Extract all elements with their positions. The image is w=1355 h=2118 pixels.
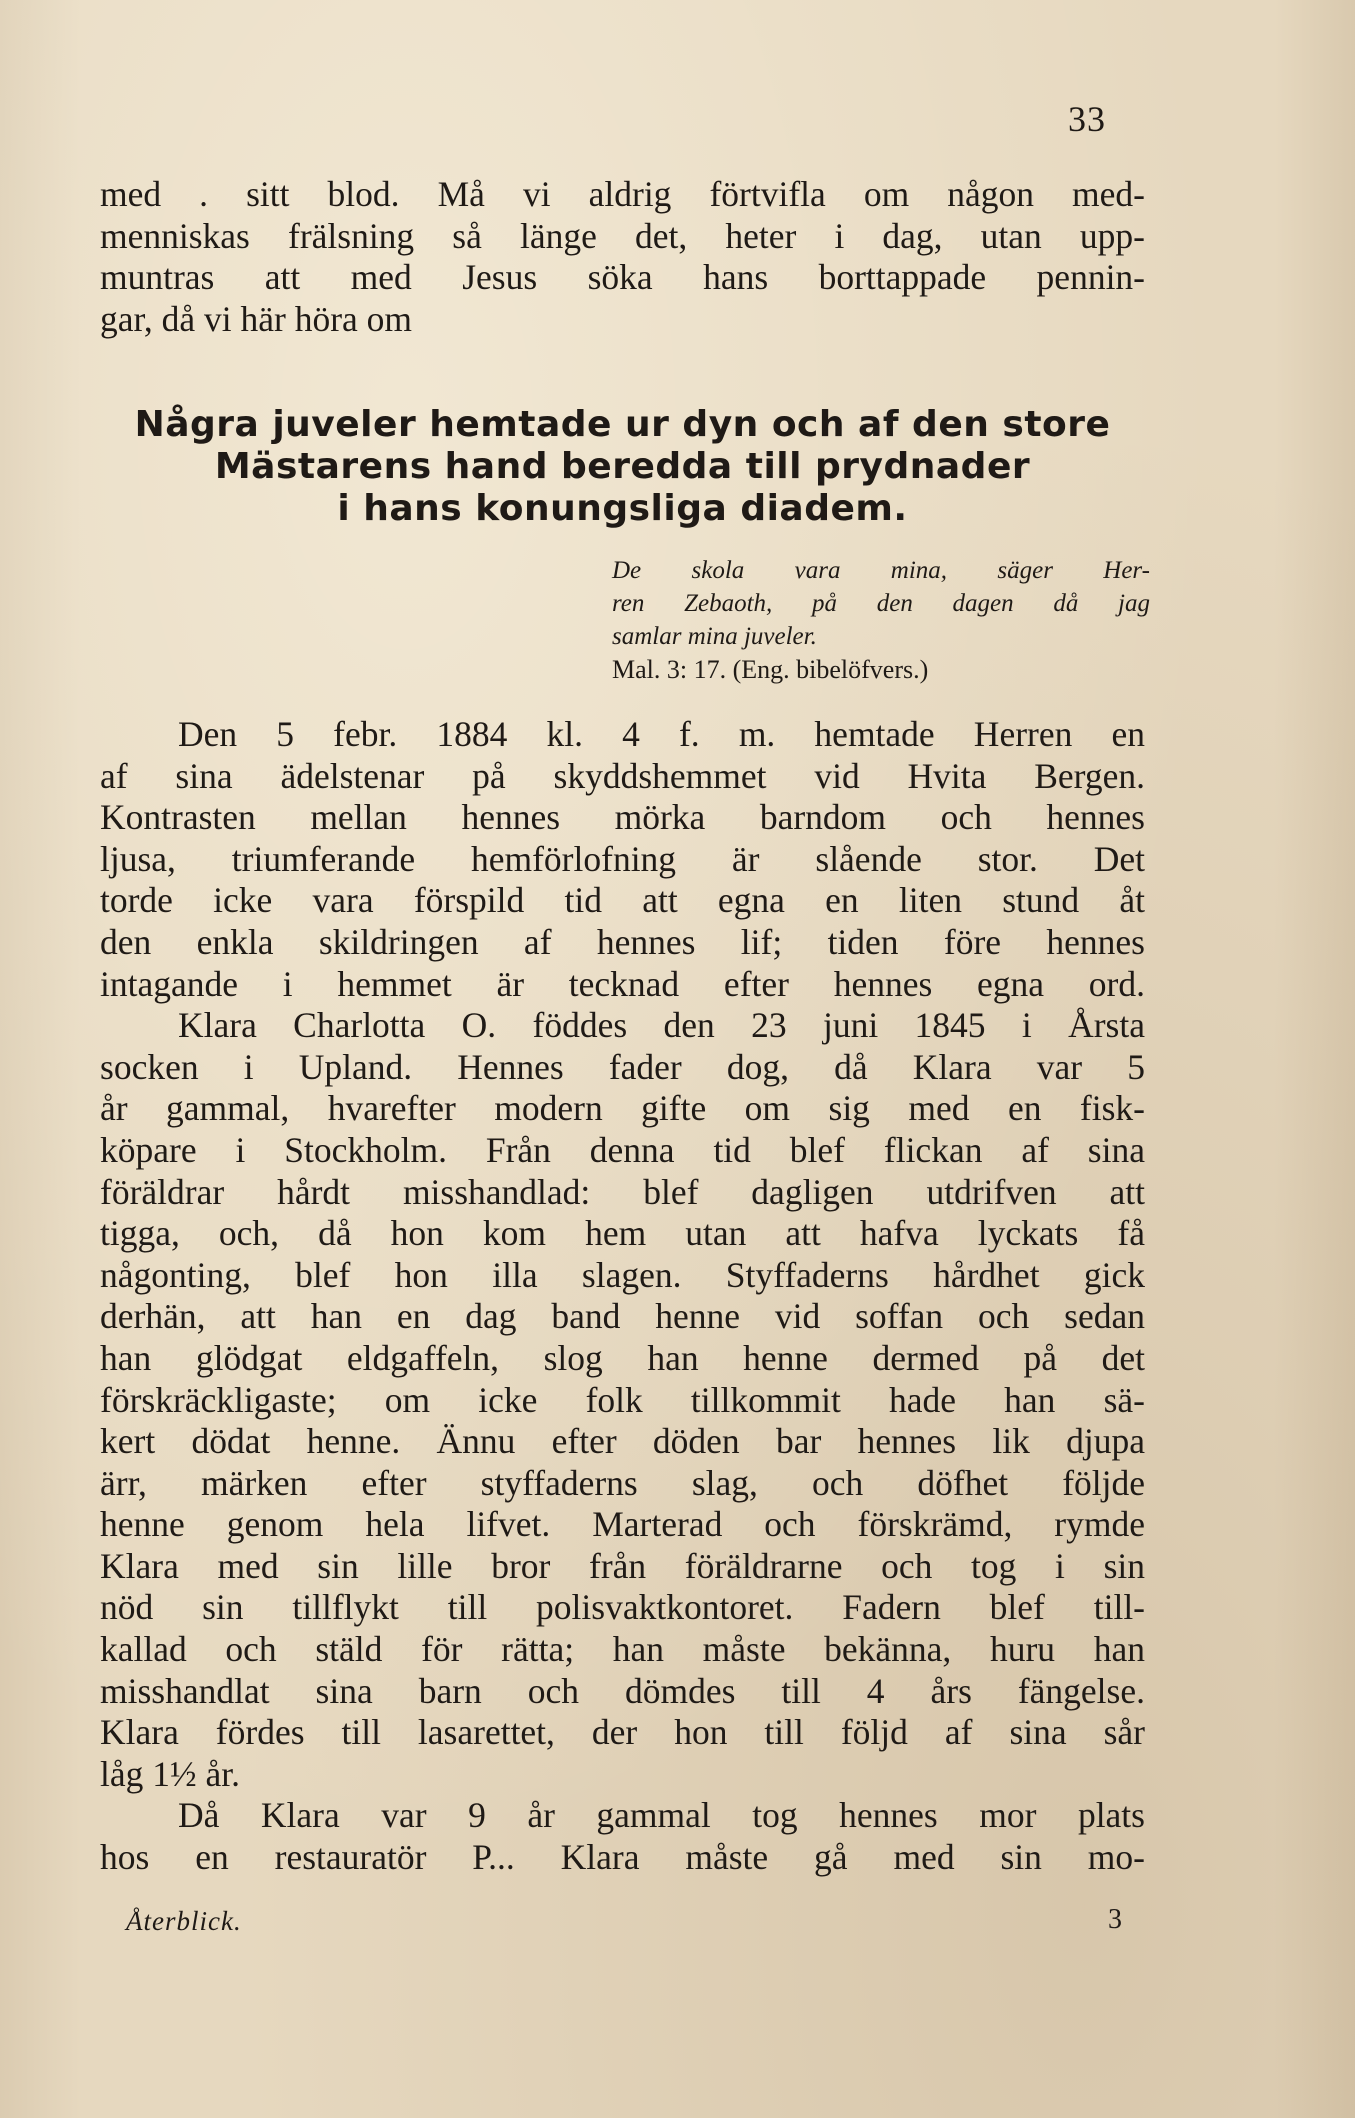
text-line: Den 5 febr. 1884 kl. 4 f. m. hemtade Herren en <box>178 714 1145 754</box>
heading-line: Mästarens hand beredda till prydnader <box>214 446 1031 487</box>
epigraph-line: De skola vara mina, säger Her- <box>612 557 1150 584</box>
text-line: Klara Charlotta O. föddes den 23 juni 1845 i Årsta <box>178 1005 1145 1046</box>
text-line: Klara med sin lille bror från föräldrarne och tog i sin <box>100 1545 1145 1586</box>
epigraph-line: samlar mina juveler. <box>612 623 817 650</box>
text-line: gar, då vi här höra om <box>100 298 413 339</box>
text-line: den enkla skildringen af hennes lif; tiden före hennes <box>100 921 1145 962</box>
text-line: kallad och stäld för rätta; han måste bekänna, huru han <box>100 1629 1145 1670</box>
intro-paragraph <box>100 174 1145 340</box>
text-line: köpare i Stockholm. Från denna tid blef flickan af sina <box>100 1129 1145 1170</box>
text-line: hos en restauratör P... Klara måste gå med sin mo- <box>100 1837 1145 1878</box>
text-line: misshandlat sina barn och dömdes till 4 års fängelse. <box>100 1670 1145 1711</box>
text-line: ljusa, triumferande hemförlofning är slående stor. Det <box>100 838 1145 879</box>
text-line: Då Klara var 9 år gammal tog hennes mor plats <box>178 1795 1145 1836</box>
heading-line: i hans konungsliga diadem. <box>337 488 908 529</box>
text-line: nöd sin tillflykt till polisvaktkontoret. Fadern blef till- <box>100 1587 1145 1628</box>
text-line: kert dödat henne. Ännu efter döden bar hennes lik djupa <box>100 1421 1145 1462</box>
text-line: torde icke vara förspild tid att egna en liten stund åt <box>100 880 1145 921</box>
text-line: Kontrasten mellan hennes mörka barndom och hennes <box>100 797 1145 838</box>
text-line: år gammal, hvarefter modern gifte om sig med en fisk- <box>100 1088 1145 1129</box>
text-line: Klara fördes till lasarettet, der hon till följd af sina sår <box>100 1712 1145 1753</box>
page-number: 33 <box>1068 99 1106 139</box>
epigraph-reference: Mal. 3: 17. (Eng. bibelöfvers.) <box>612 655 929 684</box>
text-line: menniskas frälsning så länge det, heter i dag, utan upp- <box>100 215 1145 256</box>
text-line: låg 1½ år. <box>100 1753 240 1794</box>
heading-line: Några juveler hemtade ur dyn och af den store <box>134 404 1111 445</box>
signature-mark: 3 <box>1108 1904 1122 1935</box>
text-line: muntras att med Jesus söka hans borttappade pennin- <box>100 257 1145 298</box>
text-line: föräldrar hårdt misshandlad: blef dagligen utdrifven att <box>100 1171 1145 1212</box>
text-line: med . sitt blod. Må vi aldrig förtvifla om någon med- <box>100 174 1145 214</box>
section-heading <box>100 404 1145 530</box>
text-line: socken i Upland. Hennes fader dog, då Klara var 5 <box>100 1046 1145 1087</box>
text-line: ärr, märken efter styffaderns slag, och döfhet följde <box>100 1462 1145 1503</box>
text-line: intagande i hemmet är tecknad efter hennes egna ord. <box>100 963 1145 1004</box>
text-line: tigga, och, då hon kom hem utan att hafva lyckats få <box>100 1213 1145 1254</box>
text-line: af sina ädelstenar på skyddshemmet vid Hvita Bergen. <box>100 755 1145 796</box>
text-line: han glödgat eldgaffeln, slog han henne dermed på det <box>100 1337 1145 1378</box>
epigraph-line: ren Zebaoth, på den dagen då jag <box>612 590 1150 617</box>
main-text <box>100 714 1145 1879</box>
text-line: henne genom hela lifvet. Marterad och förskrämd, rymde <box>100 1504 1145 1545</box>
epigraph <box>612 554 1150 686</box>
text-line: förskräckligaste; om icke folk tillkommit hade han sä- <box>100 1379 1145 1420</box>
text-line: någonting, blef hon illa slagen. Styffaderns hårdhet gick <box>100 1254 1145 1295</box>
text-line: derhän, att han en dag band henne vid soffan och sedan <box>100 1296 1145 1337</box>
running-footer-title: Återblick. <box>126 1906 242 1936</box>
